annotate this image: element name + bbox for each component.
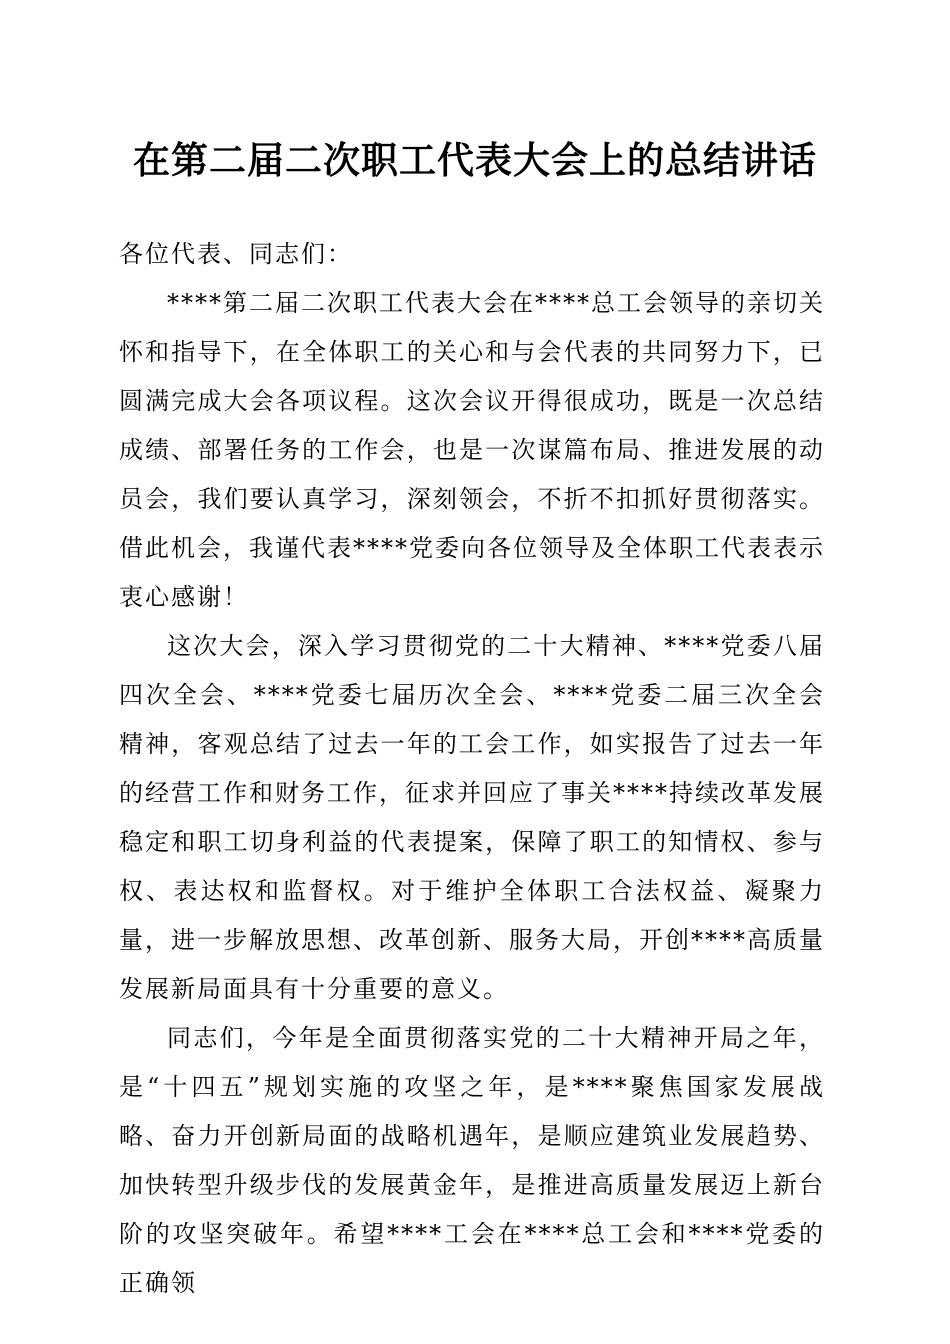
- document-body: [119, 230, 825, 1308]
- document-title: 在第二届二次职工代表大会上的总结讲话: [133, 138, 817, 182]
- paragraph-3: 同志们，今年是全面贯彻落实党的二十大精神开局之年，是“十四五”规划实施的攻坚之年，是****聚焦国家发展战略、奋力开创新局面的战略机遇年，是顺应建筑业发展趋势、加快转型升级步伐的发展黄金年，是推进高质量发展迈上新台阶的攻坚突破年。希望****工会在****总工会和****党委的正确领: [119, 1024, 825, 1297]
- paragraph-1: ****第二届二次职工代表大会在****总工会领导的亲切关怀和指导下，在全体职工的关心和与会代表的共同努力下，已圆满完成大会各项议程。这次会议开得很成功，既是一次总结成绩、部署任务的工作会，也是一次谋篇布局、推进发展的动员会，我们要认真学习，深刻领会，不折不扣抓好贯彻落实。借此机会，我谨代表****党委向各位领导及全体职工代表表示衷心感谢！: [119, 289, 825, 611]
- paragraph-2: 这次大会，深入学习贯彻党的二十大精神、****党委八届四次全会、****党委七届历次全会、****党委二届三次全会精神，客观总结了过去一年的工会工作，如实报告了过去一年的经营工作和财务工作，征求并回应了事关****持续改革发展稳定和职工切身利益的代表提案，保障了职工的知情权、参与权、表达权和监督权。对于维护全体职工合法权益、凝聚力量，进一步解放思想、改革创新、服务大局，开创****高质量发展新局面具有十分重要的意义。: [119, 632, 825, 1003]
- salutation: 各位代表、同志们：: [119, 240, 353, 268]
